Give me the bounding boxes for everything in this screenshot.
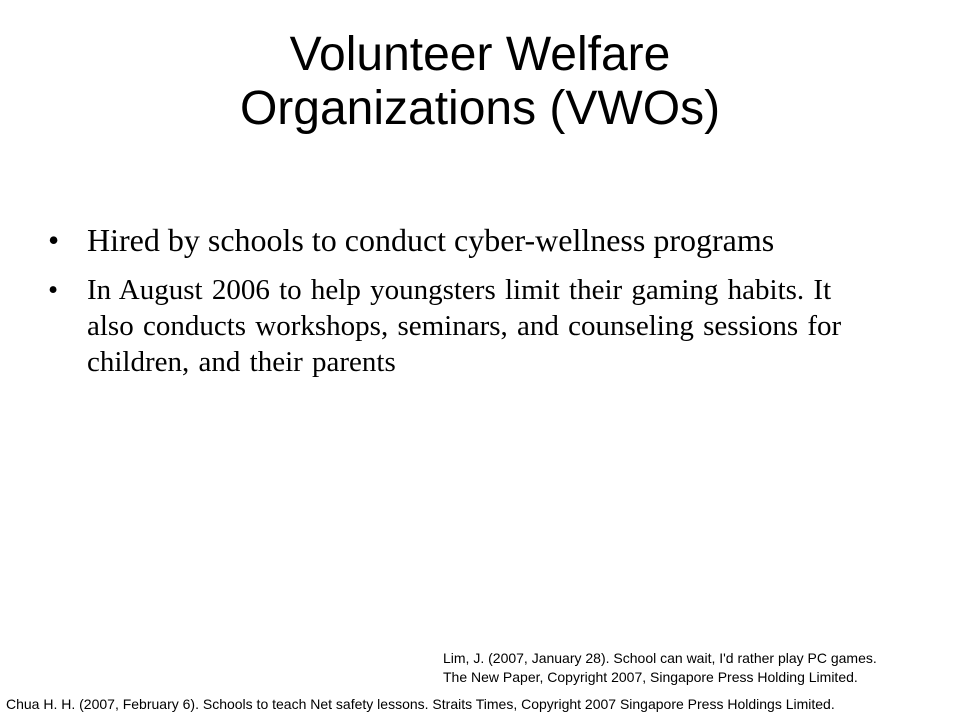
bullet-item-cyber-wellness <box>48 220 868 260</box>
slide-title-line-2: Organizations (VWOs) <box>239 82 721 135</box>
reference-lim-line-1: Lim, J. (2007, January 28). School can wait, I'd rather play PC games. <box>443 650 877 666</box>
bullet-list <box>48 220 868 380</box>
reference-lim-line-2: The New Paper, Copyright 2007, Singapore Press Holding Limited. <box>443 669 858 685</box>
bullet-item-august-2006 <box>48 272 868 380</box>
bullet-text: In August 2006 to help youngsters limit their gaming habits. It also conducts workshops, seminars, and counseling sessions for children, and their parents <box>87 274 842 378</box>
slide-title <box>80 28 880 136</box>
reference-chua: Chua H. H. (2007, February 6). Schools to teach Net safety lessons. Straits Times, Copyright 2007 Singapore Press Holdings Limited. <box>6 696 835 712</box>
bullet-marker: • <box>48 274 59 306</box>
bullet-text: Hired by schools to conduct cyber-wellness programs <box>87 222 775 258</box>
bullet-marker: • <box>48 222 60 258</box>
reference-lim <box>443 649 877 687</box>
slide-title-line-1: Volunteer Welfare <box>289 28 671 81</box>
